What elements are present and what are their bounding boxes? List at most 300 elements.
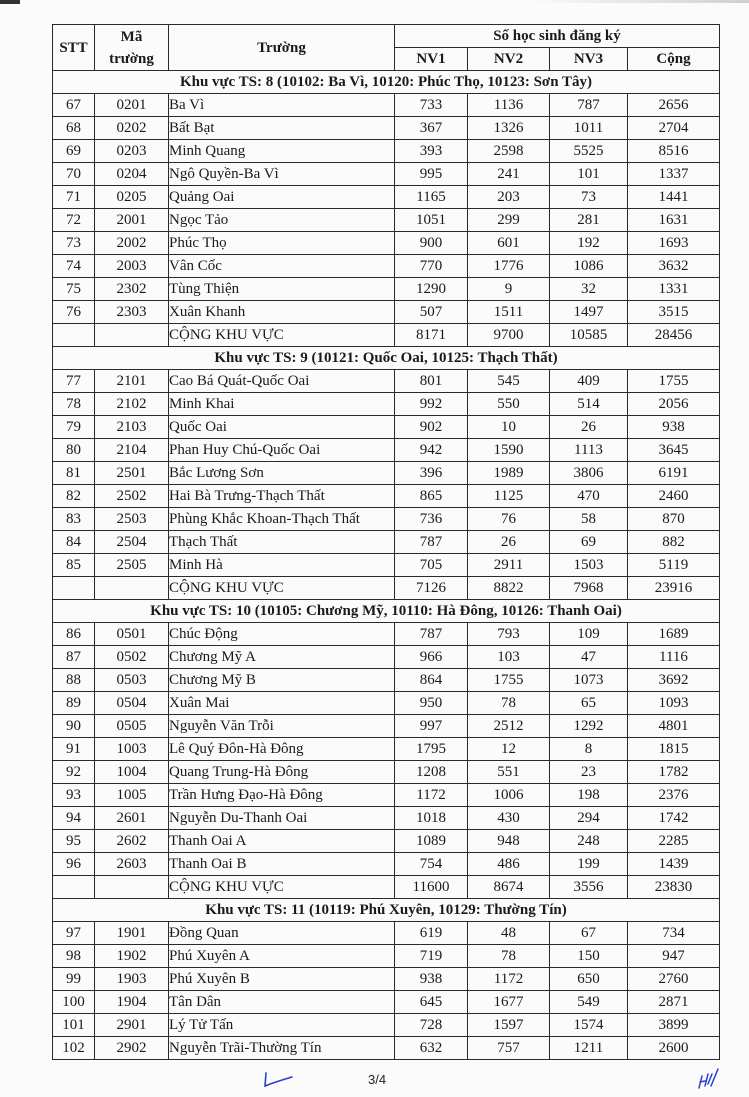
cell-nv1: 393 (395, 140, 468, 163)
cell-stt-empty (53, 577, 95, 600)
cell-nv3: 73 (550, 186, 628, 209)
cell-nv2: 1590 (468, 439, 550, 462)
cell-ma-empty (95, 876, 169, 899)
section-title: Khu vực TS: 8 (10102: Ba Vì, 10120: Phúc Thọ, 10123: Sơn Tây) (53, 71, 720, 94)
cell-ma-truong: 2901 (95, 1014, 169, 1037)
cell-cong: 870 (628, 508, 720, 531)
table-row (53, 301, 720, 324)
cell-nv3: 514 (550, 393, 628, 416)
cell-nv3: 150 (550, 945, 628, 968)
cell-truong: Minh Quang (169, 140, 395, 163)
cell-nv1: 992 (395, 393, 468, 416)
cell-nv1: 787 (395, 623, 468, 646)
cell-nv2: 601 (468, 232, 550, 255)
cell-ma-truong: 2602 (95, 830, 169, 853)
table-header (53, 25, 720, 71)
cell-cong: 1331 (628, 278, 720, 301)
table-row (53, 807, 720, 830)
cell-cong: 1815 (628, 738, 720, 761)
cell-cong: 2376 (628, 784, 720, 807)
cell-truong: Quốc Oai (169, 416, 395, 439)
cell-nv1: 719 (395, 945, 468, 968)
cell-cong: 3692 (628, 669, 720, 692)
table-row (53, 531, 720, 554)
table-row (53, 462, 720, 485)
table-row (53, 922, 720, 945)
cell-ma-empty (95, 324, 169, 347)
cell-cong: 2056 (628, 393, 720, 416)
cell-ma-truong: 1004 (95, 761, 169, 784)
cell-truong: Quang Trung-Hà Đông (169, 761, 395, 784)
cell-cong: 2656 (628, 94, 720, 117)
cell-ma-truong: 0501 (95, 623, 169, 646)
cell-ma-truong: 1003 (95, 738, 169, 761)
cell-stt: 79 (53, 416, 95, 439)
cell-truong: Tân Dân (169, 991, 395, 1014)
cell-truong: Minh Hà (169, 554, 395, 577)
cell-nv1: 942 (395, 439, 468, 462)
cell-stt: 72 (53, 209, 95, 232)
cell-ma-truong: 0502 (95, 646, 169, 669)
cell-nv1: 864 (395, 669, 468, 692)
cell-cong: 1439 (628, 853, 720, 876)
cell-nv3: 101 (550, 163, 628, 186)
table-row (53, 853, 720, 876)
cell-nv2: 793 (468, 623, 550, 646)
cell-truong: Nguyễn Du-Thanh Oai (169, 807, 395, 830)
cell-cong: 5119 (628, 554, 720, 577)
table-row (53, 508, 720, 531)
cell-ma-truong: 2502 (95, 485, 169, 508)
cell-truong: Lê Quý Đôn-Hà Đông (169, 738, 395, 761)
cell-truong: Thanh Oai B (169, 853, 395, 876)
cell-truong: Đồng Quan (169, 922, 395, 945)
total-nv1: 11600 (395, 876, 468, 899)
cell-truong: Chúc Động (169, 623, 395, 646)
table-row (53, 646, 720, 669)
cell-cong: 2871 (628, 991, 720, 1014)
cell-nv1: 787 (395, 531, 468, 554)
cell-ma-truong: 0204 (95, 163, 169, 186)
header-group-registration: Số học sinh đăng ký (395, 25, 720, 48)
cell-stt: 85 (53, 554, 95, 577)
cell-nv3: 69 (550, 531, 628, 554)
cell-nv3: 23 (550, 761, 628, 784)
cell-stt: 87 (53, 646, 95, 669)
cell-nv1: 950 (395, 692, 468, 715)
cell-cong: 1441 (628, 186, 720, 209)
cell-truong: Phú Xuyên B (169, 968, 395, 991)
cell-stt: 98 (53, 945, 95, 968)
cell-nv2: 1511 (468, 301, 550, 324)
cell-stt: 78 (53, 393, 95, 416)
cell-stt: 69 (53, 140, 95, 163)
table-row (53, 117, 720, 140)
cell-nv3: 1292 (550, 715, 628, 738)
cell-ma-truong: 0201 (95, 94, 169, 117)
cell-nv3: 32 (550, 278, 628, 301)
cell-nv2: 757 (468, 1037, 550, 1060)
cell-nv3: 1497 (550, 301, 628, 324)
cell-nv1: 902 (395, 416, 468, 439)
header-stt: STT (53, 25, 95, 71)
cell-cong: 3515 (628, 301, 720, 324)
cell-truong: Thanh Oai A (169, 830, 395, 853)
cell-nv1: 1051 (395, 209, 468, 232)
cell-nv1: 728 (395, 1014, 468, 1037)
cell-nv1: 865 (395, 485, 468, 508)
table-row (53, 255, 720, 278)
cell-stt: 99 (53, 968, 95, 991)
cell-truong: Phan Huy Chú-Quốc Oai (169, 439, 395, 462)
cell-nv2: 1326 (468, 117, 550, 140)
header-ma-truong (95, 25, 169, 71)
cell-nv3: 1011 (550, 117, 628, 140)
cell-nv3: 1211 (550, 1037, 628, 1060)
cell-nv3: 65 (550, 692, 628, 715)
cell-stt: 71 (53, 186, 95, 209)
cell-nv1: 997 (395, 715, 468, 738)
cell-stt: 93 (53, 784, 95, 807)
cell-stt: 68 (53, 117, 95, 140)
cell-nv3: 787 (550, 94, 628, 117)
total-label: CỘNG KHU VỰC (169, 577, 395, 600)
cell-nv1: 770 (395, 255, 468, 278)
cell-nv2: 948 (468, 830, 550, 853)
cell-stt: 74 (53, 255, 95, 278)
cell-nv2: 2598 (468, 140, 550, 163)
cell-ma-truong: 0202 (95, 117, 169, 140)
table-row (53, 370, 720, 393)
cell-nv3: 1086 (550, 255, 628, 278)
cell-stt: 90 (53, 715, 95, 738)
cell-nv1: 1208 (395, 761, 468, 784)
cell-ma-truong: 1901 (95, 922, 169, 945)
section-header-row (53, 899, 720, 922)
cell-truong: Nguyễn Trãi-Thường Tín (169, 1037, 395, 1060)
cell-stt: 91 (53, 738, 95, 761)
cell-stt: 92 (53, 761, 95, 784)
cell-nv3: 294 (550, 807, 628, 830)
cell-ma-truong: 2103 (95, 416, 169, 439)
cell-nv2: 1776 (468, 255, 550, 278)
cell-truong: Nguyễn Văn Trỗi (169, 715, 395, 738)
cell-nv2: 1172 (468, 968, 550, 991)
cell-nv2: 78 (468, 692, 550, 715)
cell-nv2: 9 (468, 278, 550, 301)
total-cong: 23830 (628, 876, 720, 899)
cell-cong: 3645 (628, 439, 720, 462)
page-number: 3/4 (368, 1072, 387, 1087)
table-row (53, 140, 720, 163)
cell-cong: 1631 (628, 209, 720, 232)
section-header-row (53, 600, 720, 623)
total-label: CỘNG KHU VỰC (169, 876, 395, 899)
cell-stt: 67 (53, 94, 95, 117)
cell-nv1: 900 (395, 232, 468, 255)
cell-truong: Minh Khai (169, 393, 395, 416)
cell-stt: 75 (53, 278, 95, 301)
cell-nv2: 1125 (468, 485, 550, 508)
cell-ma-truong: 1005 (95, 784, 169, 807)
cell-stt: 76 (53, 301, 95, 324)
cell-ma-truong: 1903 (95, 968, 169, 991)
cell-stt: 84 (53, 531, 95, 554)
cell-nv3: 248 (550, 830, 628, 853)
cell-ma-truong: 0205 (95, 186, 169, 209)
cell-truong: Tùng Thiện (169, 278, 395, 301)
cell-cong: 1693 (628, 232, 720, 255)
total-label: CỘNG KHU VỰC (169, 324, 395, 347)
cell-nv1: 995 (395, 163, 468, 186)
cell-ma-truong: 1902 (95, 945, 169, 968)
cell-stt: 102 (53, 1037, 95, 1060)
cell-stt: 82 (53, 485, 95, 508)
total-nv3: 10585 (550, 324, 628, 347)
cell-truong: Phú Xuyên A (169, 945, 395, 968)
header-nv2: NV2 (468, 48, 550, 71)
cell-stt: 101 (53, 1014, 95, 1037)
cell-truong: Ba Vì (169, 94, 395, 117)
cell-nv2: 1677 (468, 991, 550, 1014)
cell-cong: 1689 (628, 623, 720, 646)
table-row (53, 715, 720, 738)
signature-right-icon (696, 1066, 722, 1097)
cell-nv2: 486 (468, 853, 550, 876)
cell-cong: 1116 (628, 646, 720, 669)
cell-cong: 2600 (628, 1037, 720, 1060)
total-cong: 28456 (628, 324, 720, 347)
cell-nv1: 367 (395, 117, 468, 140)
cell-stt: 70 (53, 163, 95, 186)
table-row (53, 163, 720, 186)
cell-truong: Xuân Mai (169, 692, 395, 715)
cell-nv3: 1574 (550, 1014, 628, 1037)
table-row (53, 393, 720, 416)
cell-ma-truong: 1904 (95, 991, 169, 1014)
cell-stt-empty (53, 324, 95, 347)
cell-ma-truong: 2505 (95, 554, 169, 577)
cell-nv3: 549 (550, 991, 628, 1014)
header-ma-truong-line2: trường (109, 50, 154, 67)
cell-nv2: 1597 (468, 1014, 550, 1037)
cell-stt: 86 (53, 623, 95, 646)
cell-nv3: 58 (550, 508, 628, 531)
cell-cong: 2460 (628, 485, 720, 508)
cell-truong: Phùng Khắc Khoan-Thạch Thất (169, 508, 395, 531)
table-row (53, 416, 720, 439)
section-title: Khu vực TS: 10 (10105: Chương Mỹ, 10110: Hà Đông, 10126: Thanh Oai) (53, 600, 720, 623)
table-row (53, 738, 720, 761)
cell-nv3: 650 (550, 968, 628, 991)
cell-truong: Bất Bạt (169, 117, 395, 140)
table-row (53, 761, 720, 784)
cell-ma-truong: 2601 (95, 807, 169, 830)
total-nv3: 3556 (550, 876, 628, 899)
cell-cong: 3899 (628, 1014, 720, 1037)
section-total-row (53, 876, 720, 899)
cell-nv3: 1073 (550, 669, 628, 692)
cell-nv2: 551 (468, 761, 550, 784)
cell-stt-empty (53, 876, 95, 899)
total-nv2: 8674 (468, 876, 550, 899)
cell-truong: Phúc Thọ (169, 232, 395, 255)
section-title: Khu vực TS: 9 (10121: Quốc Oai, 10125: Thạch Thất) (53, 347, 720, 370)
table-row (53, 991, 720, 1014)
table-row (53, 554, 720, 577)
cell-nv3: 192 (550, 232, 628, 255)
cell-nv3: 198 (550, 784, 628, 807)
cell-ma-truong: 2603 (95, 853, 169, 876)
cell-truong: Vân Cốc (169, 255, 395, 278)
table-row (53, 485, 720, 508)
table-row (53, 94, 720, 117)
header-truong: Trường (169, 25, 395, 71)
cell-nv1: 754 (395, 853, 468, 876)
cell-stt: 95 (53, 830, 95, 853)
cell-nv2: 1136 (468, 94, 550, 117)
cell-ma-truong: 2504 (95, 531, 169, 554)
table-row (53, 278, 720, 301)
total-nv3: 7968 (550, 577, 628, 600)
cell-stt: 80 (53, 439, 95, 462)
cell-ma-truong: 2501 (95, 462, 169, 485)
cell-nv2: 1989 (468, 462, 550, 485)
cell-ma-truong: 2503 (95, 508, 169, 531)
cell-nv3: 1503 (550, 554, 628, 577)
cell-stt: 89 (53, 692, 95, 715)
cell-truong: Lý Tử Tấn (169, 1014, 395, 1037)
cell-truong: Chương Mỹ B (169, 669, 395, 692)
cell-nv3: 1113 (550, 439, 628, 462)
cell-truong: Xuân Khanh (169, 301, 395, 324)
cell-cong: 1782 (628, 761, 720, 784)
total-nv1: 7126 (395, 577, 468, 600)
cell-nv3: 109 (550, 623, 628, 646)
cell-nv2: 1006 (468, 784, 550, 807)
cell-nv2: 430 (468, 807, 550, 830)
cell-nv1: 396 (395, 462, 468, 485)
cell-cong: 947 (628, 945, 720, 968)
header-nv1: NV1 (395, 48, 468, 71)
table-row (53, 1014, 720, 1037)
cell-cong: 6191 (628, 462, 720, 485)
cell-ma-truong: 0505 (95, 715, 169, 738)
cell-stt: 77 (53, 370, 95, 393)
total-cong: 23916 (628, 577, 720, 600)
cell-ma-truong: 2102 (95, 393, 169, 416)
cell-nv1: 1795 (395, 738, 468, 761)
cell-ma-truong: 0503 (95, 669, 169, 692)
total-nv1: 8171 (395, 324, 468, 347)
cell-ma-truong: 2003 (95, 255, 169, 278)
cell-stt: 88 (53, 669, 95, 692)
cell-ma-empty (95, 577, 169, 600)
table-row (53, 968, 720, 991)
cell-nv2: 26 (468, 531, 550, 554)
cell-nv1: 705 (395, 554, 468, 577)
cell-nv3: 409 (550, 370, 628, 393)
cell-nv3: 26 (550, 416, 628, 439)
cell-ma-truong: 2002 (95, 232, 169, 255)
cell-nv1: 1018 (395, 807, 468, 830)
cell-nv2: 550 (468, 393, 550, 416)
cell-nv2: 299 (468, 209, 550, 232)
cell-nv2: 48 (468, 922, 550, 945)
total-nv2: 9700 (468, 324, 550, 347)
table-row (53, 439, 720, 462)
cell-nv2: 12 (468, 738, 550, 761)
table-row (53, 784, 720, 807)
registration-table (52, 24, 720, 1060)
cell-ma-truong: 2104 (95, 439, 169, 462)
cell-cong: 2704 (628, 117, 720, 140)
cell-nv1: 733 (395, 94, 468, 117)
cell-truong: Hai Bà Trưng-Thạch Thất (169, 485, 395, 508)
cell-nv1: 966 (395, 646, 468, 669)
cell-nv1: 645 (395, 991, 468, 1014)
cell-stt: 97 (53, 922, 95, 945)
cell-nv2: 10 (468, 416, 550, 439)
cell-nv1: 1089 (395, 830, 468, 853)
cell-nv3: 67 (550, 922, 628, 945)
cell-nv3: 47 (550, 646, 628, 669)
cell-cong: 1337 (628, 163, 720, 186)
cell-truong: Ngọc Tảo (169, 209, 395, 232)
cell-nv2: 2911 (468, 554, 550, 577)
cell-nv3: 281 (550, 209, 628, 232)
cell-nv1: 632 (395, 1037, 468, 1060)
cell-nv3: 8 (550, 738, 628, 761)
cell-nv3: 470 (550, 485, 628, 508)
table-body (53, 71, 720, 1060)
cell-nv1: 938 (395, 968, 468, 991)
cell-cong: 1742 (628, 807, 720, 830)
cell-nv2: 545 (468, 370, 550, 393)
cell-truong: Quảng Oai (169, 186, 395, 209)
cell-cong: 1093 (628, 692, 720, 715)
cell-nv2: 1755 (468, 669, 550, 692)
cell-ma-truong: 2101 (95, 370, 169, 393)
cell-nv2: 2512 (468, 715, 550, 738)
signature-left-icon (262, 1071, 296, 1094)
section-header-row (53, 71, 720, 94)
cell-nv3: 5525 (550, 140, 628, 163)
cell-nv2: 78 (468, 945, 550, 968)
section-total-row (53, 324, 720, 347)
header-ma-truong-line1: Mã (120, 28, 143, 45)
table-row (53, 692, 720, 715)
cell-stt: 96 (53, 853, 95, 876)
cell-cong: 1755 (628, 370, 720, 393)
cell-stt: 81 (53, 462, 95, 485)
cell-stt: 94 (53, 807, 95, 830)
cell-cong: 8516 (628, 140, 720, 163)
cell-cong: 938 (628, 416, 720, 439)
table-row (53, 669, 720, 692)
cell-nv2: 76 (468, 508, 550, 531)
table-row (53, 232, 720, 255)
cell-cong: 2760 (628, 968, 720, 991)
cell-nv3: 3806 (550, 462, 628, 485)
header-nv3: NV3 (550, 48, 628, 71)
total-nv2: 8822 (468, 577, 550, 600)
cell-cong: 2285 (628, 830, 720, 853)
table-row (53, 186, 720, 209)
cell-truong: Chương Mỹ A (169, 646, 395, 669)
cell-cong: 882 (628, 531, 720, 554)
cell-cong: 4801 (628, 715, 720, 738)
